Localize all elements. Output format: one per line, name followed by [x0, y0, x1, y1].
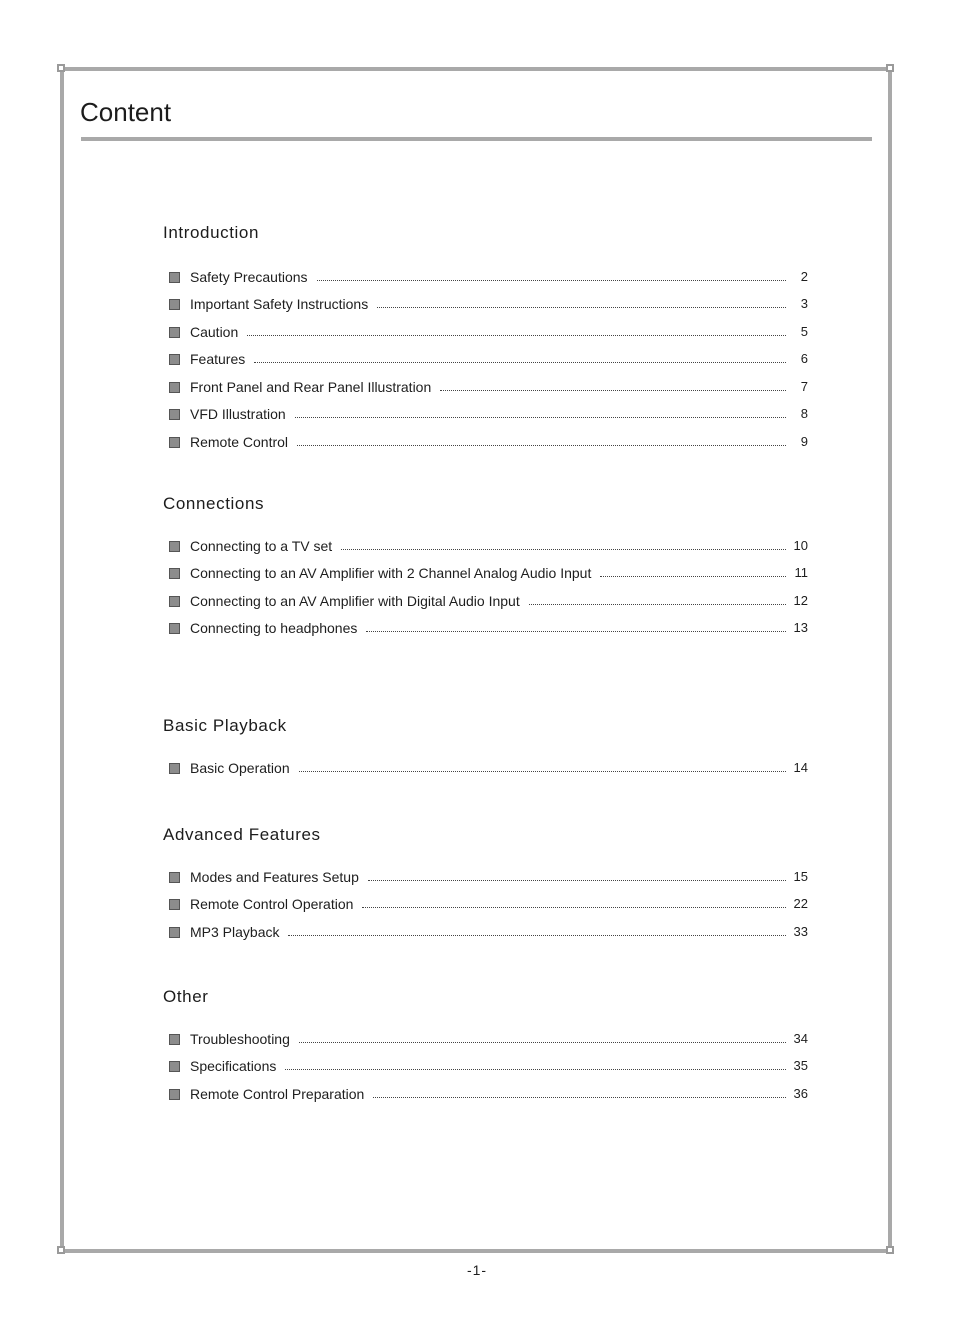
- toc-entry-page-number: 7: [800, 378, 808, 394]
- toc-entry-page-number: 34: [793, 1030, 808, 1046]
- toc-entry[interactable]: [163, 423, 808, 451]
- dotted-leader: [299, 1041, 786, 1043]
- toc-entry-label: Front Panel and Rear Panel Illustration: [190, 378, 432, 395]
- square-bullet-icon: [169, 899, 180, 910]
- dotted-leader: [247, 334, 786, 336]
- toc-entry-page-number: 8: [800, 406, 808, 421]
- toc-entry-page-number: 3: [800, 296, 808, 311]
- corner-mark-top-right: [886, 64, 894, 72]
- toc-entry-page-number: 35: [793, 1058, 808, 1073]
- section-heading: Basic Playback: [163, 716, 287, 735]
- toc-entry-label: Remote Control: [190, 433, 289, 450]
- square-bullet-icon: [169, 382, 180, 393]
- toc-entry-page-number: 13: [793, 620, 808, 635]
- square-bullet-icon: [169, 763, 180, 774]
- dotted-leader: [299, 770, 786, 772]
- toc-entry-label: Troubleshooting: [190, 1030, 290, 1047]
- toc-list: [163, 749, 808, 777]
- toc-list: [163, 858, 808, 941]
- dotted-leader: [295, 416, 786, 418]
- square-bullet-icon: [169, 596, 180, 607]
- toc-entry-page-number: 5: [800, 323, 808, 339]
- square-bullet-icon: [169, 354, 180, 365]
- toc-entry[interactable]: [163, 858, 808, 886]
- toc-entry[interactable]: [163, 368, 808, 396]
- toc-entry-label: Remote Control Operation: [190, 896, 354, 912]
- square-bullet-icon: [169, 437, 180, 448]
- square-bullet-icon: [169, 1089, 180, 1100]
- toc-entry-page-number: 36: [793, 1085, 808, 1101]
- dotted-leader: [373, 1096, 786, 1098]
- dotted-leader: [285, 1068, 786, 1070]
- dotted-leader: [254, 361, 786, 363]
- toc-entry-page-number: 14: [793, 759, 808, 775]
- square-bullet-icon: [169, 541, 180, 552]
- section-heading: Other: [163, 987, 209, 1006]
- section-heading: Advanced Features: [163, 825, 321, 844]
- toc-entry[interactable]: [163, 555, 808, 583]
- corner-mark-top-left: [57, 64, 65, 72]
- toc-entry[interactable]: [163, 313, 808, 341]
- dotted-leader: [368, 879, 786, 881]
- toc-entry[interactable]: [163, 1048, 808, 1076]
- toc-entry[interactable]: [163, 749, 808, 777]
- toc-entry-page-number: 15: [793, 868, 808, 884]
- dotted-leader: [362, 906, 786, 908]
- toc-entry[interactable]: [163, 1020, 808, 1048]
- toc-entry-label: Caution: [190, 323, 239, 340]
- corner-mark-bottom-left: [57, 1246, 65, 1254]
- toc-entry-page-number: 6: [800, 351, 808, 366]
- toc-entry[interactable]: [163, 258, 808, 286]
- square-bullet-icon: [169, 272, 180, 283]
- toc-entry[interactable]: [163, 527, 808, 555]
- toc-section-advanced-features: [163, 824, 808, 941]
- dotted-leader: [317, 279, 786, 281]
- toc-entry-page-number: 2: [800, 268, 808, 284]
- dotted-leader: [297, 444, 786, 446]
- toc-entry-page-number: 12: [793, 592, 808, 608]
- toc-entry-label: Important Safety Instructions: [190, 296, 369, 312]
- toc-entry-label: Remote Control Preparation: [190, 1085, 365, 1102]
- toc-entry-label: Connecting to a TV set: [190, 537, 333, 554]
- toc-entry-page-number: 11: [794, 565, 808, 580]
- square-bullet-icon: [169, 623, 180, 634]
- corner-mark-bottom-right: [886, 1246, 894, 1254]
- toc-entry[interactable]: [163, 886, 808, 914]
- square-bullet-icon: [169, 872, 180, 883]
- toc-entry-page-number: 22: [793, 896, 808, 911]
- dotted-leader: [600, 575, 786, 577]
- dotted-leader: [288, 934, 786, 936]
- toc-entry-label: MP3 Playback: [190, 923, 280, 940]
- toc-entry[interactable]: [163, 582, 808, 610]
- toc-list: [163, 527, 808, 637]
- title-underline: [81, 137, 872, 141]
- toc-section-connections: [163, 493, 808, 637]
- toc-entry-label: Connecting to an AV Amplifier with Digital Audio Input: [190, 592, 520, 609]
- page-title: Content: [80, 97, 172, 127]
- toc-entry-label: Connecting to headphones: [190, 620, 358, 636]
- toc-section-introduction: [163, 222, 808, 451]
- toc-entry-label: Specifications: [190, 1058, 277, 1074]
- dotted-leader: [529, 603, 786, 605]
- toc-entry-label: Features: [190, 351, 246, 367]
- square-bullet-icon: [169, 409, 180, 420]
- toc-entry[interactable]: [163, 396, 808, 424]
- section-heading: Connections: [163, 494, 265, 513]
- toc-entry[interactable]: [163, 1075, 808, 1103]
- toc-entry[interactable]: [163, 286, 808, 314]
- toc-entry-label: VFD Illustration: [190, 406, 286, 422]
- toc-list: [163, 258, 808, 451]
- dotted-leader: [377, 306, 786, 308]
- dotted-leader: [366, 630, 786, 632]
- dotted-leader: [440, 389, 786, 391]
- square-bullet-icon: [169, 327, 180, 338]
- square-bullet-icon: [169, 568, 180, 579]
- toc-entry-page-number: 9: [800, 433, 808, 449]
- toc-entry-label: Safety Precautions: [190, 268, 308, 285]
- toc-section-other: [163, 986, 808, 1103]
- toc-entry-label: Modes and Features Setup: [190, 868, 359, 885]
- toc-section-basic-playback: [163, 715, 808, 777]
- square-bullet-icon: [169, 927, 180, 938]
- square-bullet-icon: [169, 1034, 180, 1045]
- dotted-leader: [341, 548, 786, 550]
- page-number: -1-: [466, 1262, 488, 1278]
- toc-entry[interactable]: [163, 610, 808, 638]
- section-heading: Introduction: [163, 223, 260, 242]
- square-bullet-icon: [169, 1061, 180, 1072]
- toc-entry-label: Connecting to an AV Amplifier with 2 Channel Analog Audio Input: [190, 565, 592, 581]
- toc-entry-label: Basic Operation: [190, 759, 290, 776]
- toc-entry-page-number: 10: [793, 537, 808, 553]
- square-bullet-icon: [169, 299, 180, 310]
- toc-entry[interactable]: [163, 341, 808, 369]
- toc-entry[interactable]: [163, 913, 808, 941]
- toc-entry-page-number: 33: [793, 923, 808, 939]
- toc-list: [163, 1020, 808, 1103]
